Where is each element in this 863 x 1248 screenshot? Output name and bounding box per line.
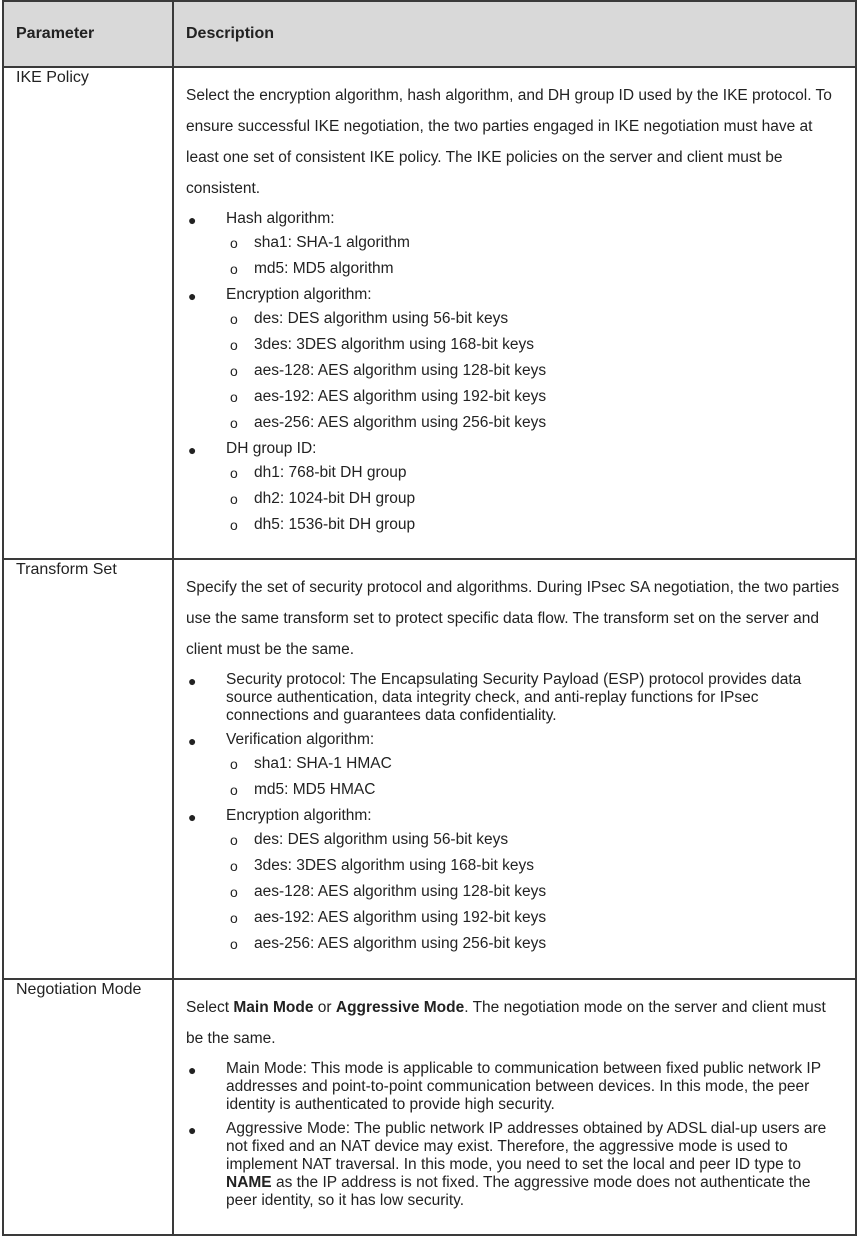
param-name: Negotiation Mode bbox=[3, 979, 173, 1235]
list-item: ● Main Mode: This mode is applicable to communication between fixed public network IP addresses and point-to-point communication between devices. In this mode, the peer identity is authenticated to provide high security. bbox=[188, 1060, 821, 1113]
sub-list-item: o dh1: 768-bit DH group bbox=[230, 464, 407, 481]
sub-list-item: o 3des: 3DES algorithm using 168-bit keys bbox=[230, 336, 535, 353]
sub-list-item: o dh2: 1024-bit DH group bbox=[230, 490, 416, 507]
list-item: ● Encryption algorithm: o des: DES algorithm using 56-bit keys o 3des: 3DES algorithm using 168-bit keys o aes-128: AES algorithm using 128-bit keys o aes-192: AES algorithm using 192-bit keys o aes-256: AES algorithm using 256-bit keys bbox=[186, 286, 845, 432]
table-header-row bbox=[3, 1, 856, 67]
sub-list-item: o des: DES algorithm using 56-bit keys bbox=[230, 831, 509, 848]
bullet-icon: ● bbox=[188, 1062, 197, 1078]
list-item: ● DH group ID: o dh1: 768-bit DH group o dh2: 1024-bit DH group o dh5: 1536-bit DH group bbox=[186, 440, 845, 534]
sub-list-item: o aes-128: AES algorithm using 128-bit keys bbox=[230, 362, 547, 379]
table-row-ike-policy bbox=[3, 67, 856, 559]
circle-bullet-icon: o bbox=[230, 235, 238, 251]
param-name: IKE Policy bbox=[3, 67, 173, 559]
header-description: Description bbox=[173, 1, 856, 67]
sub-list-item: o md5: MD5 algorithm bbox=[230, 260, 394, 277]
bullet-icon: ● bbox=[188, 442, 197, 458]
table-row-negotiation-mode bbox=[3, 979, 856, 1235]
circle-bullet-icon: o bbox=[230, 756, 238, 772]
bullet-list bbox=[186, 210, 845, 534]
list-item: ● Encryption algorithm: o des: DES algorithm using 56-bit keys o 3des: 3DES algorithm using 168-bit keys o aes-128: AES algorithm using 128-bit keys o aes-192: AES algorithm using 192-bit keys o aes-256: AES algorithm using 256-bit keys bbox=[186, 807, 845, 953]
circle-bullet-icon: o bbox=[230, 884, 238, 900]
sub-list-item: o 3des: 3DES algorithm using 168-bit keys bbox=[230, 857, 535, 874]
sub-list-item: o dh5: 1536-bit DH group bbox=[230, 516, 416, 533]
sub-list-item: o sha1: SHA-1 algorithm bbox=[230, 234, 410, 251]
circle-bullet-icon: o bbox=[230, 389, 238, 405]
circle-bullet-icon: o bbox=[230, 363, 238, 379]
circle-bullet-icon: o bbox=[230, 311, 238, 327]
bullet-icon: ● bbox=[188, 733, 197, 749]
circle-bullet-icon: o bbox=[230, 936, 238, 952]
list-item: ● Aggressive Mode: The public network IP addresses obtained by ADSL dial-up users are not fixed and an NAT device may exist. Therefore, the aggressive mode is used to implement NAT traversal. In this mode, you need to set the local and peer ID type to NAME as the IP address is not fixed. The aggressive mode does not authenticate the peer identity, so it has low security. bbox=[188, 1120, 827, 1209]
description-intro: Specify the set of security protocol and algorithms. During IPsec SA negotiation, the two parties use the same transform set to protect specific data flow. The transform set on the server and client must be the same. bbox=[186, 579, 840, 658]
param-description bbox=[173, 559, 856, 979]
bullet-icon: ● bbox=[188, 212, 197, 228]
bullet-icon: ● bbox=[188, 288, 197, 304]
sub-list-item: o aes-256: AES algorithm using 256-bit keys bbox=[230, 414, 547, 431]
param-description bbox=[173, 979, 856, 1235]
param-description bbox=[173, 67, 856, 559]
sub-list-item: o aes-192: AES algorithm using 192-bit keys bbox=[230, 388, 547, 405]
sub-list-item: o des: DES algorithm using 56-bit keys bbox=[230, 310, 509, 327]
circle-bullet-icon: o bbox=[230, 782, 238, 798]
table-row-transform-set bbox=[3, 559, 856, 979]
bullet-icon: ● bbox=[188, 809, 197, 825]
circle-bullet-icon: o bbox=[230, 858, 238, 874]
list-item: ● Hash algorithm: o sha1: SHA-1 algorithm o md5: MD5 algorithm bbox=[186, 210, 845, 278]
list-item: ● Verification algorithm: o sha1: SHA-1 HMAC o md5: MD5 HMAC bbox=[186, 731, 845, 799]
bullet-list bbox=[186, 1060, 845, 1210]
circle-bullet-icon: o bbox=[230, 261, 238, 277]
description-intro: Select Main Mode or Aggressive Mode. The negotiation mode on the server and client must be the same. bbox=[186, 999, 826, 1047]
sub-list-item: o sha1: SHA-1 HMAC bbox=[230, 755, 392, 772]
description-intro: Select the encryption algorithm, hash algorithm, and DH group ID used by the IKE protocol. To ensure successful IKE negotiation, the two parties engaged in IKE negotiation must have at least one set of consistent IKE policy. The IKE policies on the server and client must be consistent. bbox=[186, 87, 832, 197]
circle-bullet-icon: o bbox=[230, 415, 238, 431]
list-item: ● Security protocol: The Encapsulating Security Payload (ESP) protocol provides data source authentication, data integrity check, and anti-replay functions for IPsec connections and guarantees data confidentiality. bbox=[188, 671, 802, 724]
circle-bullet-icon: o bbox=[230, 832, 238, 848]
sub-list-item: o aes-256: AES algorithm using 256-bit keys bbox=[230, 935, 547, 952]
bullet-icon: ● bbox=[188, 1122, 197, 1138]
circle-bullet-icon: o bbox=[230, 517, 238, 533]
sub-list-item: o aes-128: AES algorithm using 128-bit keys bbox=[230, 883, 547, 900]
parameter-table bbox=[2, 0, 857, 1236]
sub-list-item: o md5: MD5 HMAC bbox=[230, 781, 376, 798]
circle-bullet-icon: o bbox=[230, 337, 238, 353]
header-parameter: Parameter bbox=[3, 1, 173, 67]
param-name: Transform Set bbox=[3, 559, 173, 979]
bullet-icon: ● bbox=[188, 673, 197, 689]
sub-list-item: o aes-192: AES algorithm using 192-bit keys bbox=[230, 909, 547, 926]
bullet-list bbox=[186, 671, 845, 953]
circle-bullet-icon: o bbox=[230, 910, 238, 926]
circle-bullet-icon: o bbox=[230, 491, 238, 507]
circle-bullet-icon: o bbox=[230, 465, 238, 481]
